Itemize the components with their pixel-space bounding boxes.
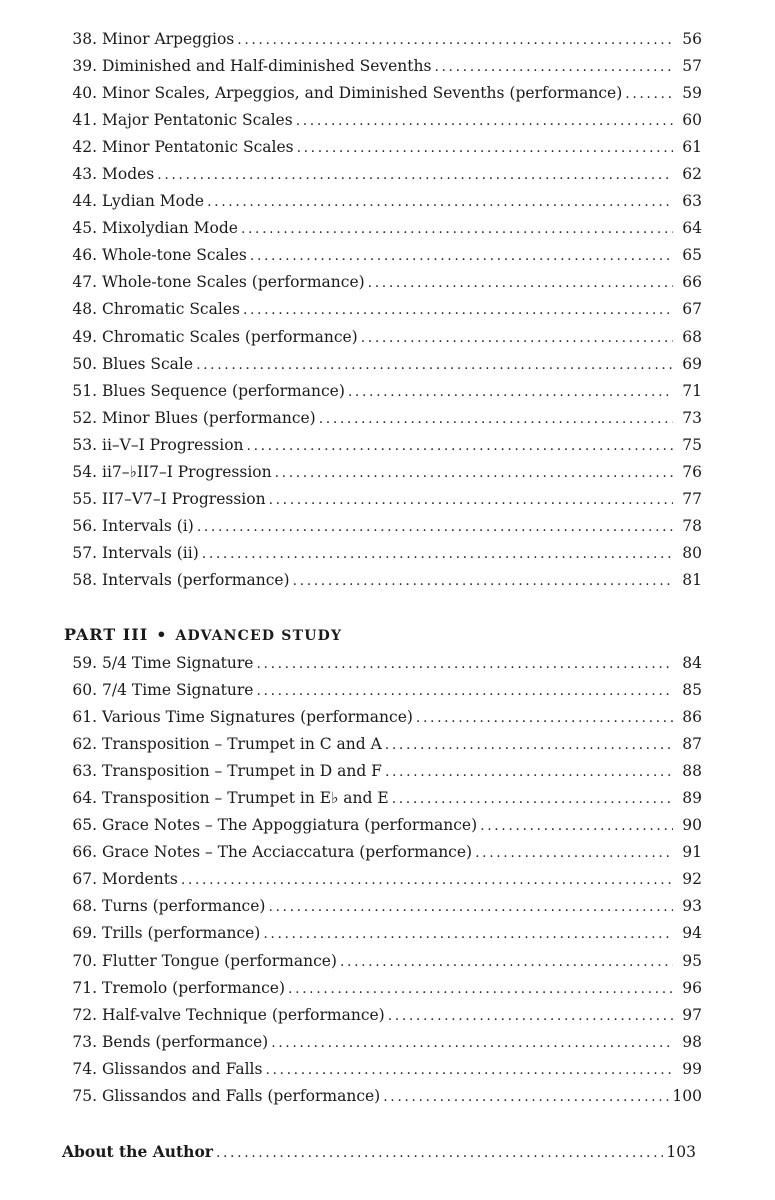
entry-title: Modes — [102, 165, 155, 184]
entry-page-number: 95 — [682, 951, 702, 970]
entry-page-number: 59 — [682, 84, 702, 103]
entry-title: Tremolo (performance) — [102, 978, 286, 997]
entry-title: Mordents — [102, 870, 178, 889]
entry-page-number: 67 — [682, 300, 702, 319]
about-the-author-entry[interactable] — [62, 1138, 696, 1167]
entry-number: 74. — [72, 1059, 97, 1078]
dot-leader — [181, 867, 673, 894]
entry-page-number: 65 — [682, 246, 702, 265]
entry-title: Diminished and Half-diminished Sevenths — [102, 57, 432, 76]
entry-number: 66. — [72, 843, 97, 862]
entry-title: Minor Blues (performance) — [102, 408, 316, 427]
part-heading — [64, 624, 342, 647]
toc-entry[interactable] — [62, 269, 702, 296]
entry-title: Transposition – Trumpet in D and F — [102, 762, 382, 781]
entry-title: Glissandos and Falls (performance) — [102, 1086, 381, 1105]
entry-number: 43. — [72, 165, 97, 184]
entry-title: Blues Scale — [102, 354, 194, 373]
entry-number: 73. — [72, 1032, 97, 1051]
dot-leader — [241, 216, 673, 243]
toc-entry[interactable] — [62, 188, 702, 215]
toc-entry[interactable] — [62, 758, 702, 785]
dot-leader — [368, 270, 673, 297]
entry-title: ii7–♭II7–I Progression — [102, 462, 272, 481]
toc-entry[interactable] — [62, 242, 702, 269]
toc-entry[interactable] — [62, 948, 702, 975]
dot-leader — [625, 81, 673, 108]
entry-title: Grace Notes – The Appoggiatura (performance) — [102, 816, 478, 835]
toc-entry[interactable] — [62, 975, 702, 1002]
entry-number: 64. — [72, 789, 97, 808]
entry-number: 63. — [72, 762, 97, 781]
entry-title: ii–V–I Progression — [102, 435, 244, 454]
entry-number: 46. — [72, 246, 97, 265]
toc-entry[interactable] — [62, 215, 702, 242]
toc-entry[interactable] — [62, 540, 702, 567]
dot-leader — [197, 514, 673, 541]
entry-number: 67. — [72, 870, 97, 889]
dot-leader — [250, 243, 673, 270]
entry-number: 55. — [72, 489, 97, 508]
entry-page-number: 85 — [682, 681, 702, 700]
about-page-number: 103 — [666, 1143, 696, 1161]
toc-entry[interactable] — [62, 567, 702, 594]
dot-leader — [269, 487, 673, 514]
toc-entry[interactable] — [62, 161, 702, 188]
entry-number: 68. — [72, 897, 97, 916]
entry-title: Intervals (ii) — [102, 543, 199, 562]
entry-number: 47. — [72, 273, 97, 292]
entry-page-number: 60 — [682, 111, 702, 130]
dot-leader — [271, 1030, 673, 1057]
entry-title: Minor Arpeggios — [102, 30, 235, 48]
entry-page-number: 80 — [682, 543, 702, 562]
part-separator: • — [156, 625, 168, 644]
dot-leader — [383, 1084, 669, 1111]
entry-number: 41. — [72, 111, 97, 130]
dot-leader — [202, 541, 673, 568]
entry-page-number: 63 — [682, 192, 702, 211]
entry-title: Intervals (performance) — [102, 570, 290, 589]
entry-number: 52. — [72, 408, 97, 427]
entry-number: 39. — [72, 57, 97, 76]
entry-page-number: 71 — [682, 381, 702, 400]
entry-title: Mixolydian Mode — [102, 219, 238, 238]
entry-title: Chromatic Scales (performance) — [102, 327, 358, 346]
toc-entry[interactable] — [62, 785, 702, 812]
entry-number: 50. — [72, 354, 97, 373]
toc-entry[interactable] — [62, 677, 702, 704]
toc-entry[interactable] — [62, 53, 702, 80]
entry-number: 71. — [72, 978, 97, 997]
entry-title: Turns (performance) — [102, 897, 266, 916]
toc-entry[interactable] — [62, 107, 702, 134]
toc-entry[interactable] — [62, 405, 702, 432]
entry-page-number: 93 — [682, 897, 702, 916]
entry-title: Transposition – Trumpet in C and A — [102, 735, 382, 754]
entry-page-number: 98 — [682, 1032, 702, 1051]
dot-leader — [196, 352, 673, 379]
dot-leader — [361, 325, 673, 352]
entry-number: 58. — [72, 570, 97, 589]
toc-entry[interactable] — [62, 920, 702, 947]
dot-leader — [348, 379, 673, 406]
toc-list-part2 — [62, 26, 702, 594]
entry-page-number: 91 — [682, 843, 702, 862]
entry-page-number: 66 — [682, 273, 702, 292]
entry-number: 59. — [72, 654, 97, 672]
entry-page-number: 88 — [682, 762, 702, 781]
entry-title: Transposition – Trumpet in E♭ and E — [102, 789, 389, 808]
entry-title: Half-valve Technique (performance) — [102, 1005, 385, 1024]
entry-page-number: 69 — [682, 354, 702, 373]
entry-page-number: 90 — [682, 816, 702, 835]
entry-page-number: 84 — [682, 654, 702, 672]
toc-entry[interactable] — [62, 893, 702, 920]
entry-page-number: 73 — [682, 408, 702, 427]
toc-entry[interactable] — [62, 866, 702, 893]
entry-title: Minor Scales, Arpeggios, and Diminished Sevenths (performance) — [102, 84, 623, 103]
dot-leader — [288, 976, 673, 1003]
entry-title: 5/4 Time Signature — [102, 654, 254, 672]
entry-number: 62. — [72, 735, 97, 754]
entry-title: Flutter Tongue (performance) — [102, 951, 337, 970]
entry-page-number: 68 — [682, 327, 702, 346]
dot-leader — [416, 705, 673, 732]
dot-leader — [475, 840, 673, 867]
dot-leader — [256, 651, 673, 678]
dot-leader — [265, 1057, 673, 1084]
toc-entry[interactable] — [62, 378, 702, 405]
entry-title: Intervals (i) — [102, 516, 194, 535]
entry-title: Minor Pentatonic Scales — [102, 138, 294, 157]
dot-leader — [296, 108, 673, 135]
toc-entry[interactable] — [62, 486, 702, 513]
toc-entry[interactable] — [62, 296, 702, 323]
entry-number: 53. — [72, 435, 97, 454]
dot-leader — [319, 406, 673, 433]
entry-page-number: 57 — [682, 57, 702, 76]
entry-title: Glissandos and Falls — [102, 1059, 263, 1078]
dot-leader — [388, 1003, 673, 1030]
toc-list-part3 — [62, 650, 702, 1110]
dot-leader — [243, 297, 673, 324]
dot-leader — [256, 678, 673, 705]
entry-number: 42. — [72, 138, 97, 157]
part-label: PART III — [64, 625, 149, 644]
entry-number: 54. — [72, 462, 97, 481]
entry-page-number: 64 — [682, 219, 702, 238]
dot-leader — [237, 27, 673, 54]
entry-title: Major Pentatonic Scales — [102, 111, 293, 130]
entry-title: Blues Sequence (performance) — [102, 381, 345, 400]
entry-title: Trills (performance) — [102, 924, 261, 943]
entry-page-number: 100 — [672, 1086, 702, 1105]
dot-leader — [263, 921, 673, 948]
entry-page-number: 56 — [682, 30, 702, 48]
toc-entry[interactable] — [62, 26, 702, 53]
dot-leader — [392, 786, 673, 813]
dot-leader — [293, 568, 673, 595]
toc-entry[interactable] — [62, 513, 702, 540]
toc-entry[interactable] — [62, 1029, 702, 1056]
entry-number: 72. — [72, 1005, 97, 1024]
entry-title: Various Time Signatures (performance) — [102, 708, 413, 727]
dot-leader — [385, 732, 673, 759]
entry-title: II7–V7–I Progression — [102, 489, 266, 508]
dot-leader — [247, 433, 673, 460]
entry-number: 61. — [72, 708, 97, 727]
entry-number: 57. — [72, 543, 97, 562]
entry-page-number: 99 — [682, 1059, 702, 1078]
entry-number: 69. — [72, 924, 97, 943]
entry-page-number: 61 — [682, 138, 702, 157]
entry-number: 60. — [72, 681, 97, 700]
dot-leader — [157, 162, 673, 189]
toc-entry[interactable] — [62, 1083, 702, 1110]
entry-number: 40. — [72, 84, 97, 103]
entry-number: 70. — [72, 951, 97, 970]
entry-title: Lydian Mode — [102, 192, 205, 211]
entry-number: 51. — [72, 381, 97, 400]
entry-page-number: 76 — [682, 462, 702, 481]
entry-page-number: 97 — [682, 1005, 702, 1024]
entry-number: 45. — [72, 219, 97, 238]
dot-leader — [297, 135, 673, 162]
entry-title: Whole-tone Scales — [102, 246, 247, 265]
about-title: About the Author — [62, 1142, 213, 1161]
dot-leader — [268, 894, 673, 921]
dot-leader — [340, 949, 673, 976]
entry-number: 38. — [72, 30, 97, 48]
toc-entry[interactable] — [62, 839, 702, 866]
entry-page-number: 77 — [682, 489, 702, 508]
entry-number: 75. — [72, 1086, 97, 1105]
dot-leader — [216, 1140, 663, 1167]
entry-number: 56. — [72, 516, 97, 535]
toc-entry[interactable] — [62, 650, 702, 677]
entry-number: 48. — [72, 300, 97, 319]
toc-entry[interactable] — [62, 1056, 702, 1083]
entry-page-number: 92 — [682, 870, 702, 889]
toc-entry[interactable] — [62, 731, 702, 758]
toc-entry[interactable] — [62, 324, 702, 351]
entry-number: 49. — [72, 327, 97, 346]
toc-entry[interactable] — [62, 704, 702, 731]
toc-entry[interactable] — [62, 134, 702, 161]
toc-entry[interactable] — [62, 432, 702, 459]
entry-page-number: 62 — [682, 165, 702, 184]
dot-leader — [480, 813, 673, 840]
entry-title: Bends (performance) — [102, 1032, 269, 1051]
dot-leader — [207, 189, 673, 216]
dot-leader — [434, 54, 673, 81]
part-name: ADVANCED STUDY — [175, 628, 343, 644]
entry-title: Whole-tone Scales (performance) — [102, 273, 365, 292]
entry-number: 44. — [72, 192, 97, 211]
entry-page-number: 78 — [682, 516, 702, 535]
entry-number: 65. — [72, 816, 97, 835]
entry-page-number: 86 — [682, 708, 702, 727]
entry-page-number: 94 — [682, 924, 702, 943]
entry-title: 7/4 Time Signature — [102, 681, 254, 700]
entry-page-number: 89 — [682, 789, 702, 808]
dot-leader — [275, 460, 673, 487]
toc-entry[interactable] — [62, 459, 702, 486]
entry-title: Grace Notes – The Acciaccatura (performance) — [102, 843, 473, 862]
entry-page-number: 81 — [682, 570, 702, 589]
toc-entry[interactable] — [62, 812, 702, 839]
entry-page-number: 75 — [682, 435, 702, 454]
toc-entry[interactable] — [62, 80, 702, 107]
entry-page-number: 87 — [682, 735, 702, 754]
toc-entry[interactable] — [62, 1002, 702, 1029]
entry-title: Chromatic Scales — [102, 300, 240, 319]
entry-page-number: 96 — [682, 978, 702, 997]
dot-leader — [385, 759, 673, 786]
toc-entry[interactable] — [62, 351, 702, 378]
